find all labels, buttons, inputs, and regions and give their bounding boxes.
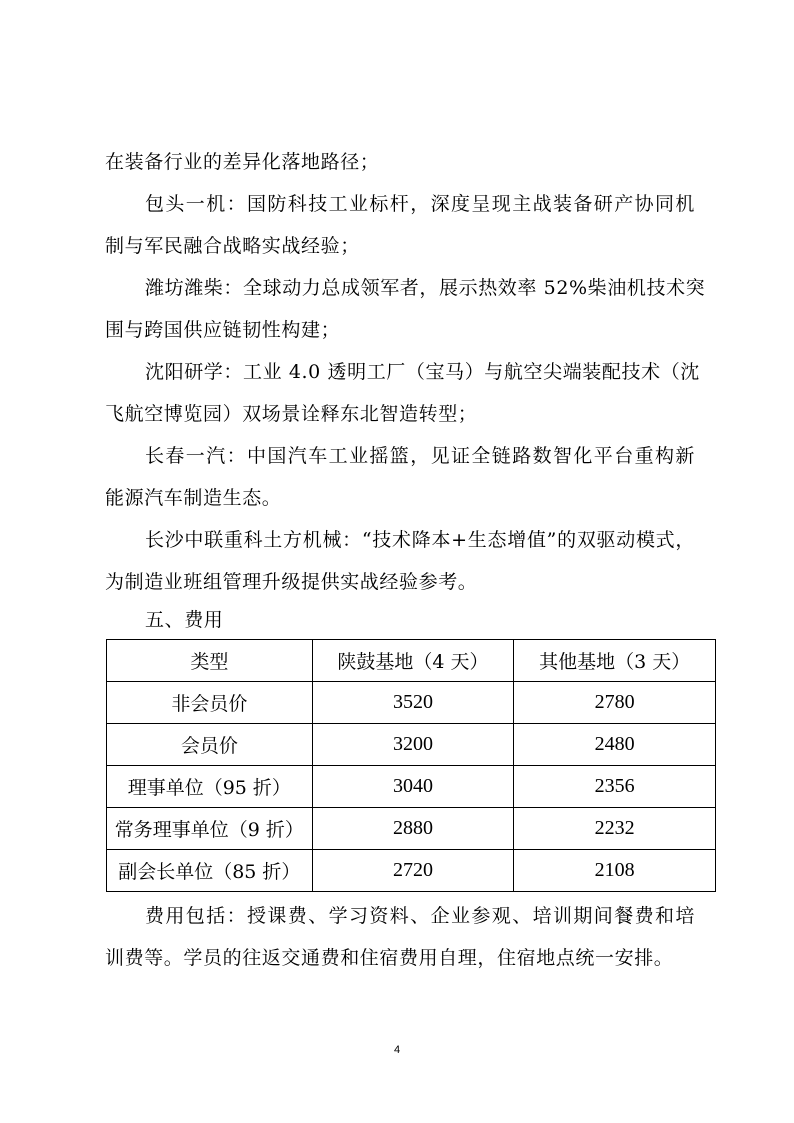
table-row <box>107 850 716 892</box>
shangu-price-cell: 2720 <box>312 850 514 892</box>
paragraph-baotou-line2: 制与军民融合战略实战经验； <box>105 235 360 257</box>
paragraph-zoomlion-line2: 为制造业班组管理升级提供实战经验参考。 <box>105 571 478 593</box>
table-row <box>107 682 716 724</box>
row-type-cell: 非会员价 <box>107 682 313 724</box>
paragraph-changchun-line1: 长春一汽：中国汽车工业摇篮，见证全链路数智化平台重构新 <box>145 445 695 467</box>
row-type-cell: 常务理事单位（9 折） <box>107 808 313 850</box>
table-row <box>107 724 716 766</box>
other-price-cell: 2780 <box>514 682 716 724</box>
paragraph-zoomlion-line1: 长沙中联重科土方机械：“技术降本+生态增值”的双驱动模式， <box>145 529 695 551</box>
paragraph-shenyang-line1: 沈阳研学：工业 4.0 透明工厂（宝马）与航空尖端装配技术（沈 <box>145 361 700 383</box>
shangu-price-cell: 3040 <box>312 766 514 808</box>
row-type-cell: 会员价 <box>107 724 313 766</box>
section-heading-fees: 五、费用 <box>145 609 224 631</box>
fees-note-line1: 费用包括：授课费、学习资料、企业参观、培训期间餐费和培 <box>145 905 695 927</box>
header-type: 类型 <box>107 640 313 682</box>
other-price-cell: 2356 <box>514 766 716 808</box>
table-row <box>107 766 716 808</box>
other-price-cell: 2480 <box>514 724 716 766</box>
shangu-price-cell: 3520 <box>312 682 514 724</box>
shangu-price-cell: 3200 <box>312 724 514 766</box>
header-other-base: 其他基地（3 天） <box>514 640 716 682</box>
table-header-row <box>107 640 716 682</box>
paragraph-line: 在装备行业的差异化落地路径； <box>105 151 380 173</box>
paragraph-weichai-line1: 潍坊潍柴：全球动力总成领军者，展示热效率 52%柴油机技术突 <box>145 277 706 299</box>
paragraph-changchun-line2: 能源汽车制造生态。 <box>105 487 282 509</box>
paragraph-baotou-line1: 包头一机：国防科技工业标杆，深度呈现主战装备研产协同机 <box>145 193 695 215</box>
fee-table <box>106 639 716 892</box>
paragraph-shenyang-line2: 飞航空博览园）双场景诠释东北智造转型； <box>105 403 478 425</box>
table-row <box>107 808 716 850</box>
row-type-cell: 副会长单位（85 折） <box>107 850 313 892</box>
shangu-price-cell: 2880 <box>312 808 514 850</box>
row-type-cell: 理事单位（95 折） <box>107 766 313 808</box>
header-shangu-base: 陕鼓基地（4 天） <box>312 640 514 682</box>
other-price-cell: 2232 <box>514 808 716 850</box>
paragraph-weichai-line2: 围与跨国供应链韧性构建； <box>105 319 341 341</box>
fees-note-line2: 训费等。学员的往返交通费和住宿费用自理，住宿地点统一安排。 <box>105 947 674 969</box>
page-number: 4 <box>393 1044 401 1056</box>
other-price-cell: 2108 <box>514 850 716 892</box>
